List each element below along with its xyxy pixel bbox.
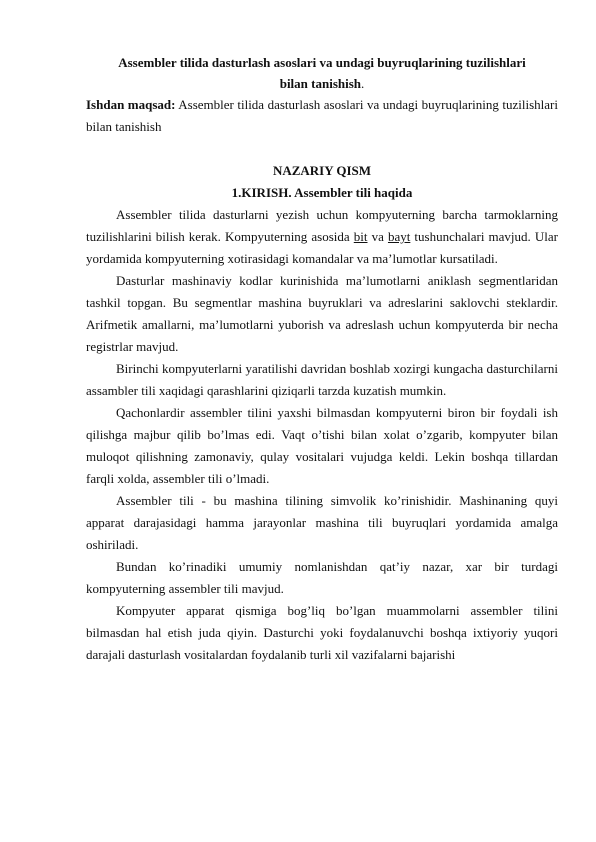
spacer — [86, 138, 558, 160]
purpose-label: Ishdan maqsad: — [86, 97, 176, 112]
paragraph-7: Kompyuter apparat qismiga bog’liq bo’lgan muammolarni assembler tilini bilmasdan hal etish juda qiyin. Dasturchi yoki foydalanuvchi boshqa ixtiyoriy yuqori darajali dasturlash vositalardan foydalanib turli xil vazifalarni bajarishi — [86, 603, 558, 662]
term-bayt: bayt — [387, 229, 411, 244]
subsection-title: 1.KIRISH. Assembler tili haqida — [231, 185, 413, 200]
paragraph-1 — [86, 204, 558, 270]
document-title — [86, 52, 558, 94]
title-period: . — [361, 76, 365, 91]
paragraph-5: Assembler tili - bu mashina tilining simvolik ko’rinishidir. Mashinaning quyi apparat darajasidagi hamma jarayonlar mashina tili buyruqlari yordamida amalga oshiriladi. — [86, 493, 558, 552]
paragraph-4: Qachonlardir assembler tilini yaxshi bilmasdan kompyuterni biron bir foydali ish qilishga majbur qilib bo’lmas edi. Vaqt o’tishi bilan xolat o’zgarib, kompyuter bilan muloqot qilishning zamonaviy, qulay vositalari vujudga keldi. Lekin boshqa tillardan farqli xolda, assembler tili o’lmadi. — [86, 405, 558, 486]
paragraph-2: Dasturlar mashinaviy kodlar kurinishida ma’lumotlarni aniklash segmentlaridan tashkil topgan. Bu segmentlar mashina buyruklari va adreslarini saklovchi steklardir. Arifmetik amallarni, ma’lumotlarni yuborish va adreslash uchun kompyuterda bir necha registrlar mavjud. — [86, 273, 558, 354]
paragraph-1-text-a: Assembler tilida dasturlarni yezish uchun kompyuterning barcha tarmoklarning tuzilishlarini bilish kerak. Kompyuterning asosida — [86, 207, 558, 244]
section-title: NAZARIY QISM — [272, 163, 372, 178]
paragraph-3: Birinchi kompyuterlarni yaratilishi davridan boshlab xozirgi kungacha dasturchilarni assambler tili xaqidagi qarashlarini qiziqarli tarzda kuzatish mumkin. — [86, 361, 558, 398]
purpose-text: Assembler tilida dasturlash asoslari va undagi buyruqlarining tuzilishlari bilan tanishish — [86, 97, 558, 134]
paragraph-1-text-c: tushunchalari mavjud. Ular yordamida kompyuterning xotirasidagi komandalar va ma’lumotlar kursatiladi. — [86, 229, 558, 266]
term-bit: bit — [353, 229, 368, 244]
paragraph-1-text-b: va — [367, 229, 388, 244]
paragraph-6: Bundan ko’rinadiki umumiy nomlanishdan qat’iy nazar, xar bir turdagi kompyuterning assembler tili mavjud. — [86, 559, 558, 596]
title-line-1: Assembler tilida dasturlash asoslari va undagi buyruqlarining tuzilishlari — [118, 55, 526, 70]
title-line-2: bilan tanishish — [279, 76, 362, 91]
purpose-paragraph — [86, 94, 558, 138]
